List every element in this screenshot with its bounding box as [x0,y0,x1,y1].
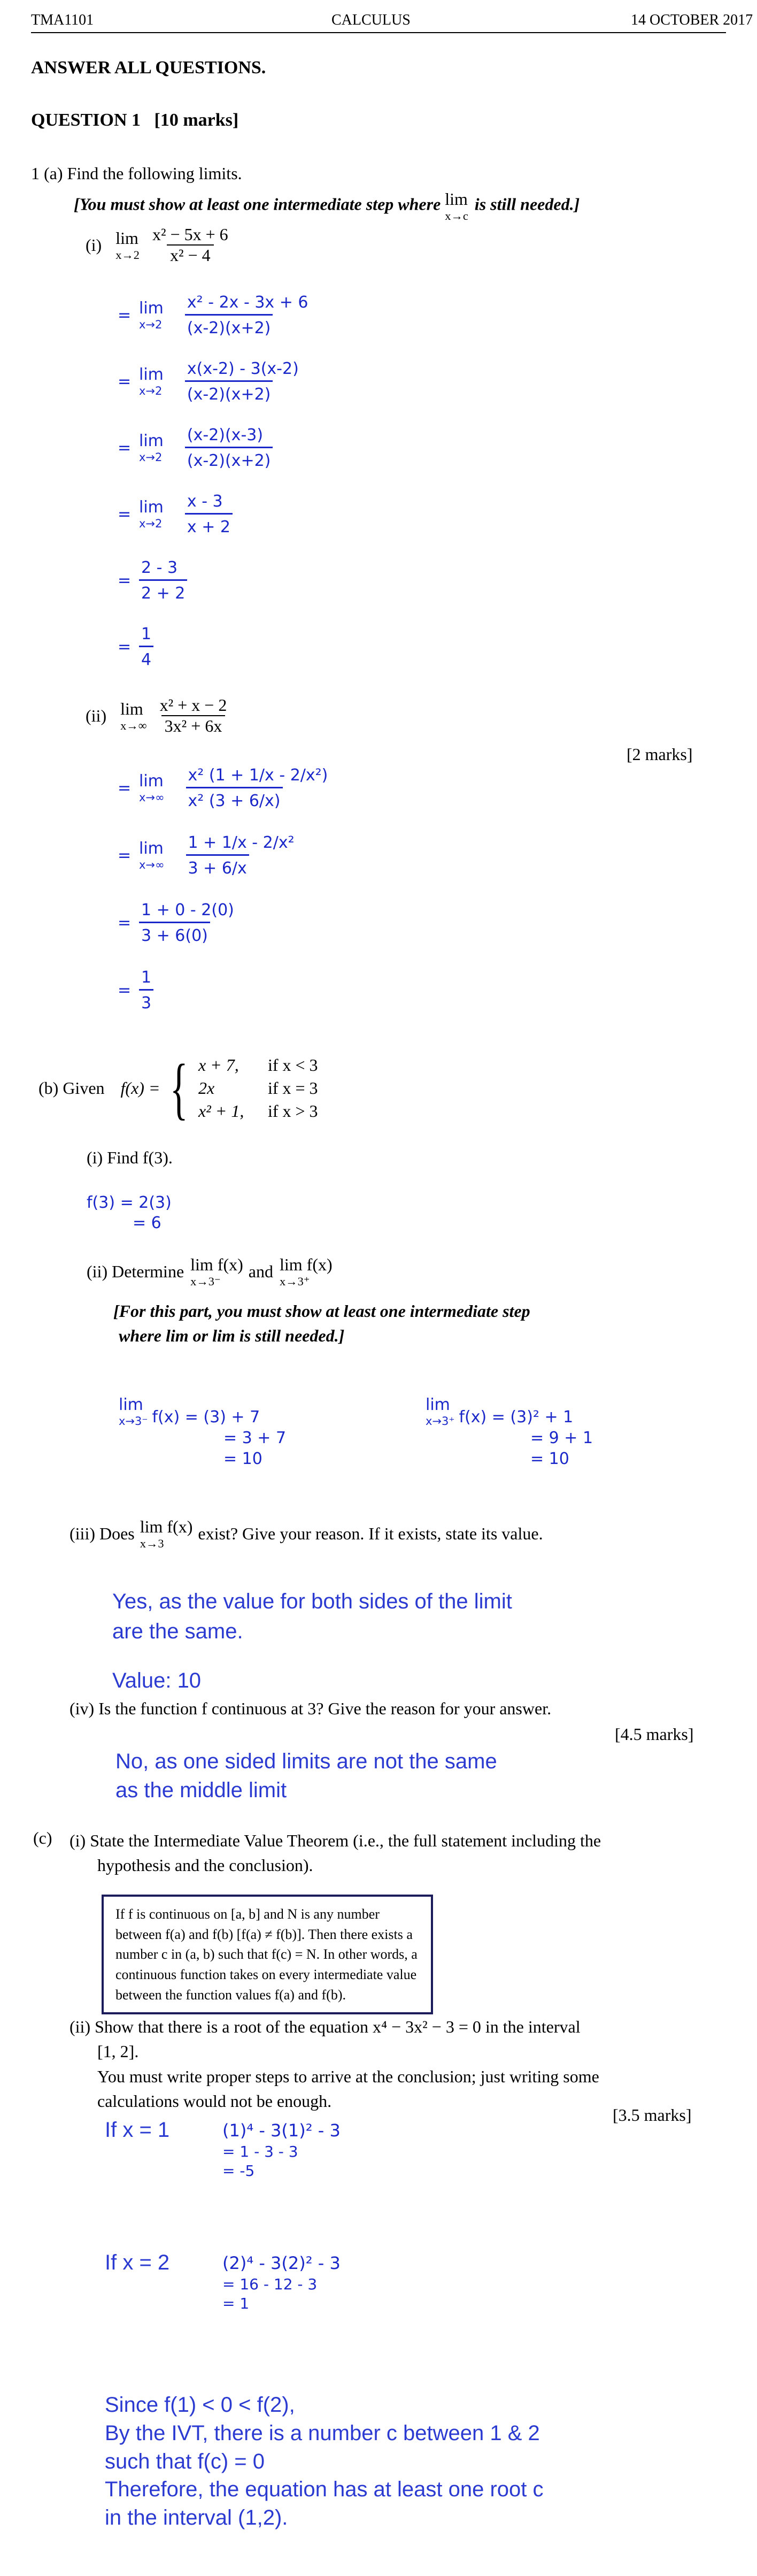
working-step [118,625,153,669]
a-ii-marks: [2 marks] [627,745,693,764]
limit-operator: lim x→2 [139,365,164,397]
equals-sign: = [118,571,132,590]
fraction: $\frac{1}{4}$ [139,625,153,669]
piecewise-case: x + 7, if x < 3 [198,1055,318,1075]
fraction: $\frac{x(x-2) - 3(x-2)}{(x-2)(x+2)}$ [185,359,301,404]
fraction: $\frac{2 - 3}{2 + 2}$ [139,558,187,603]
equals-sign: = [118,914,132,932]
equals-sign: = [118,638,132,656]
piecewise-case: x² + 1, if x > 3 [198,1101,318,1121]
a-ii-question: (ii) lim x→∞ $\frac{\text{x² + x − 2}}{\text{3x² + 6x}}$ [86,695,227,735]
fraction: $\frac{\text{x² (1 + 1/x - 2/x²)}}{\text{x² (3 + 6/x)}}$ [186,766,330,810]
b-ii-left-limit: lim x→3⁻ f(x) = (3) + 7 = 3 + 7 = 10 [119,1396,287,1468]
b-iv-answer: No, as one sided limits are not the same as the middle limit [115,1750,497,1802]
equals-sign: = [118,779,132,798]
fraction: $\frac{1}{3}$ [139,968,153,1013]
b-i-label: (i) Find f(3). [87,1148,173,1167]
fraction: $\frac{\text{1 + 1/x - 2/x²}}{3 + 6/x}$ [186,833,297,878]
a-i-question: (i) lim x→2 $\frac{\text{x² − 5x + 6}}{\text{x² − 4}}$ [86,225,228,265]
equals-sign: = [118,846,132,865]
b-iii-label: (iii) Does lim f(x) x→3 exist? Give your reason. If it exists, state its value. [69,1517,543,1550]
header-rule [31,32,726,33]
working-step [118,359,301,404]
part-a-label: 1 (a) Find the following limits. [31,164,242,183]
b-iv-label: (iv) Is the function f continuous at 3? Give the reason for your answer. [69,1699,552,1718]
c-ii-marks: [3.5 marks] [613,2105,692,2125]
b-ii-label: (ii) Determine lim f(x) x→3⁻ and lim f(x) x→3⁺ [87,1255,333,1288]
working-step [118,293,310,338]
equals-sign: = [118,439,132,457]
limit-operator: lim x→2 [139,432,164,464]
c-i-label: (i) State the Intermediate Value Theorem (i.e., the full statement including the hypothesis and the conclusion). [69,1831,601,1875]
working-step [118,833,297,878]
fraction: $\frac{x - 3}{x + 2}$ [185,492,233,536]
part-a-instruction: [You must show at least one intermediate step where lim x→c is still needed.] [74,189,580,223]
ivt-answer-box: If f is continuous on [a, b] and N is any number between f(a) and f(b) [f(a) ≠ f(b)]. Then there exists a number c in (a, b) such that f(c) = N. In other words, a continuous function takes on every intermediate value between the function values f(a) and f(b). [102,1895,433,2014]
working-step [118,558,187,603]
left-brace: { [169,1050,188,1126]
limit-operator: lim x→2 [139,498,164,530]
equals-sign: = [118,372,132,391]
course-code: TMA1101 [31,12,94,28]
piecewise-case: 2x if x = 3 [198,1078,318,1098]
case-x-equals-1: If x = 1 (1)⁴ - 3(1)² - 3 = 1 - 3 - 3 = -5 [105,2118,341,2180]
b-iii-answer: Yes, as the value for both sides of the limit are the same. Value: 10 [112,1590,512,1692]
fraction: $\frac{(x-2)(x-3)}{(x-2)(x+2)}$ [185,426,273,470]
b-ii-instruction: [For this part, you must show at least one intermediate step where lim or lim is still needed.] [113,1301,530,1346]
working-step [118,901,236,945]
answer-all-instruction: ANSWER ALL QUESTIONS. [31,58,266,78]
fraction: $\frac{\text{x² - 2x - 3x + 6}}{(x-2)(x+2)}$ [185,293,311,338]
limit-operator: lim x→∞ [139,839,165,871]
equals-sign: = [118,306,132,325]
working-step [118,968,153,1013]
b-iv-marks: [4.5 marks] [615,1724,694,1744]
case-x-equals-2: If x = 2 (2)⁴ - 3(2)² - 3 = 16 - 12 - 3 = 1 [105,2251,341,2313]
limit-operator: lim x→2 [139,299,164,331]
equals-sign: = [118,505,132,524]
question-label: QUESTION 1 [10 marks] [31,110,239,130]
working-step [118,492,233,536]
b-i-answer: f(3) = 2(3) = 6 [87,1193,172,1232]
piecewise-cases [198,1054,318,1123]
b-ii-right-limit: lim x→3⁺ f(x) = (3)² + 1 = 9 + 1 = 10 [426,1396,593,1468]
part-b-given: (b) Given f(x) = { x + 7, if x < 3 2x if x = 3 x² + 1, if x > 3 [38,1050,318,1126]
course-title: CALCULUS [331,12,411,28]
limit-operator: lim x→∞ [139,772,165,804]
ivt-conclusion: Since f(1) < 0 < f(2), By the IVT, there is a number c between 1 & 2 such that f(c) = 0 Therefore, the equation has at least one root c in the interval (1,2). [105,2393,544,2530]
working-step [118,766,330,810]
exam-date: 14 OCTOBER 2017 [631,12,753,28]
working-step [118,426,273,470]
part-c-label: (c) [33,1828,52,1847]
equals-sign: = [118,981,132,1000]
c-ii-label: (ii) Show that there is a root of the equation x⁴ − 3x² − 3 = 0 in the interval [1, 2]. You must write proper steps to arrive at the conclusion; just writing some calculations would not be enough. [69,2017,599,2111]
fraction: $\frac{1 + 0 - 2(0)}{3 + 6(0)}$ [139,901,236,945]
